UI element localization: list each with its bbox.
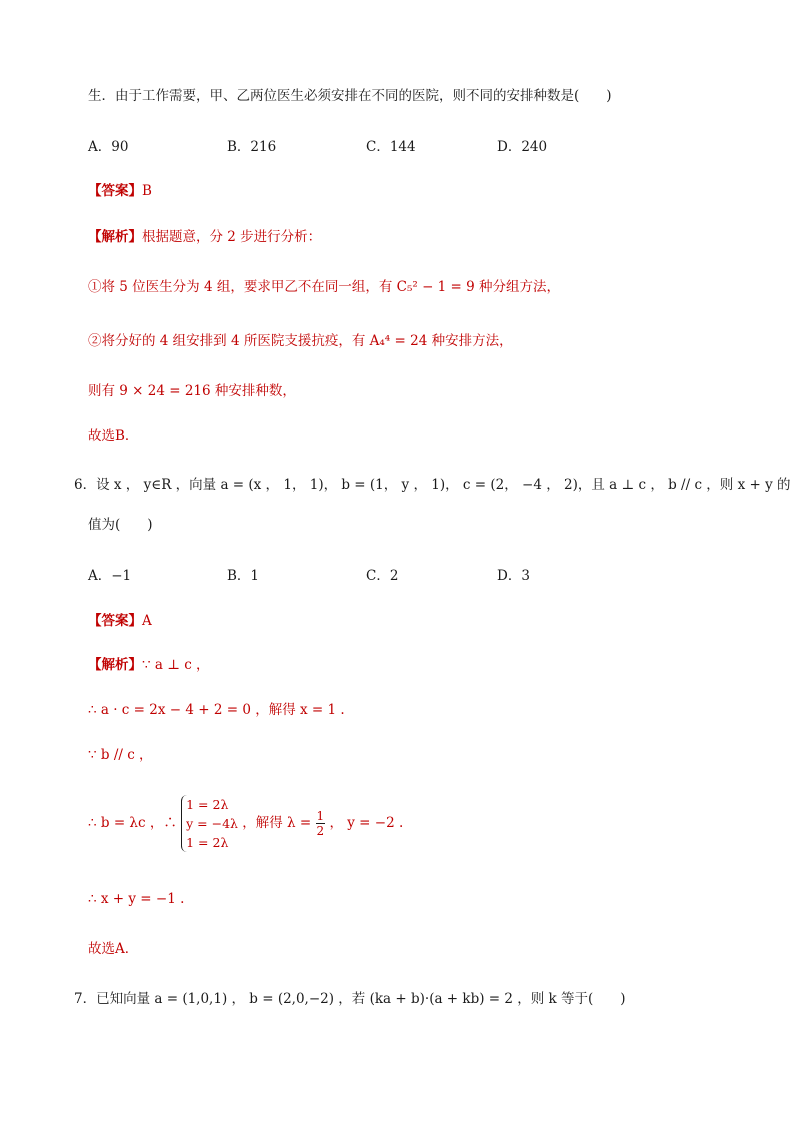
q6-answer xyxy=(88,612,152,630)
q6-analysis-5: ∴ x + y = −1 . xyxy=(88,891,185,907)
q5-option-c: C．144 xyxy=(366,139,416,155)
q6-option-d: D．3 xyxy=(497,568,530,584)
equation-line-2: y = −4λ xyxy=(186,816,238,831)
q5-step-1: ①将 5 位医生分为 4 组，要求甲乙不在同一组，有 C₅² − 1 = 9 种分组方法， xyxy=(88,279,561,295)
q6-analysis-4 xyxy=(88,795,403,855)
analysis-label: 【解析】 xyxy=(88,657,142,673)
q6-stem-line-2: 值为( ) xyxy=(88,517,153,533)
analysis-4-left: ∴ b = λc ，∴ xyxy=(88,815,177,831)
q7-stem: 7．已知向量 a = (1,0,1) ， b = (2,0,−2) ，若 (ka + b)·(a + kb) = 2 ，则 k 等于( ) xyxy=(74,991,626,1007)
q6-stem-line-1: 6．设 x ， y∈R ，向量 a = (x ， 1， 1)， b = (1， y ， 1)， c = (2， −4 ， 2)，且 a ⊥ c ， b // c ，则 x + y 的 xyxy=(74,477,791,493)
q5-answer xyxy=(88,182,152,200)
fraction-denominator: 2 xyxy=(316,824,325,838)
q6-analysis-1 xyxy=(88,656,210,674)
q6-analysis-2: ∴ a · c = 2x − 4 + 2 = 0 ，解得 x = 1 . xyxy=(88,702,345,718)
q6-option-a: A．−1 xyxy=(88,568,132,584)
q5-option-b: B．216 xyxy=(227,139,277,155)
q6-option-c: C．2 xyxy=(366,568,399,584)
equation-line-1: 1 = 2λ xyxy=(186,797,229,812)
q5-conclusion: 故选B． xyxy=(88,428,139,444)
q6-option-b: B．1 xyxy=(227,568,260,584)
q5-option-d: D．240 xyxy=(497,139,548,155)
q5-analysis xyxy=(88,228,321,246)
q5-total: 则有 9 × 24 = 216 种安排种数， xyxy=(88,383,296,399)
fraction xyxy=(316,809,326,838)
analysis-text: ∵ a ⊥ c ， xyxy=(142,657,210,673)
analysis-intro: 根据题意，分 2 步进行分析： xyxy=(142,229,322,245)
fraction-numerator: 1 xyxy=(316,809,325,823)
q5-stem: 生．由于工作需要，甲、乙两位医生必须安排在不同的医院，则不同的安排种数是( ) xyxy=(88,88,612,104)
analysis-4-right: ， y = −2 . xyxy=(329,815,404,831)
analysis-label: 【解析】 xyxy=(88,229,142,245)
q5-option-a: A．90 xyxy=(88,139,129,155)
analysis-4-mid: ，解得 λ = xyxy=(242,815,312,831)
q5-step-2: ②将分好的 4 组安排到 4 所医院支援抗疫，有 A₄⁴ = 24 种安排方法， xyxy=(88,333,513,349)
answer-value: B xyxy=(142,183,152,199)
q6-analysis-3: ∵ b // c ， xyxy=(88,747,153,763)
q6-conclusion: 故选A． xyxy=(88,941,139,957)
equation-line-3: 1 = 2λ xyxy=(186,835,229,850)
answer-label: 【答案】 xyxy=(88,613,142,629)
answer-label: 【答案】 xyxy=(88,183,142,199)
equation-system xyxy=(181,795,238,852)
answer-value: A xyxy=(142,613,152,629)
